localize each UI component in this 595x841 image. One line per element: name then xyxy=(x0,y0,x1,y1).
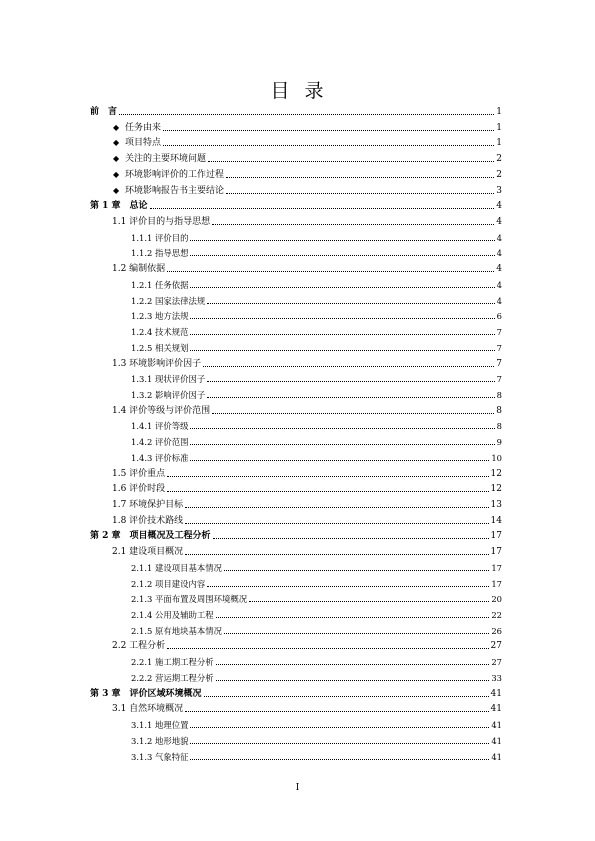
diamond-bullet-icon: ◆ xyxy=(113,122,120,132)
toc-entry-page: 12 xyxy=(490,468,502,479)
toc-entry-page: 4 xyxy=(496,279,502,290)
toc-entry[interactable] xyxy=(90,685,502,699)
toc-entry-page: 17 xyxy=(490,531,502,542)
toc-entry-page: 4 xyxy=(496,295,502,306)
toc-entry-title: 1.6 评价时段 xyxy=(112,484,166,495)
toc-entry[interactable] xyxy=(112,496,502,510)
toc-entry-title: 2.1.4 公用及辅助工程 xyxy=(131,610,214,621)
dot-leader xyxy=(190,742,489,744)
toc-entry-title: 任务由来 xyxy=(125,122,162,133)
toc-entry-page: 1 xyxy=(496,107,502,117)
toc-entry-title: 1.2.4 技术规范 xyxy=(131,327,189,338)
toc-entry-title: 前 言 xyxy=(90,107,118,117)
toc-entry[interactable] xyxy=(113,182,502,196)
toc-entry[interactable] xyxy=(112,512,502,526)
toc-entry-title: 环境影响评价的工作过程 xyxy=(125,169,225,180)
dot-leader xyxy=(226,176,494,178)
dot-leader xyxy=(207,585,489,587)
dot-leader xyxy=(249,600,489,602)
toc-entry-title: 1.3 环境影响评价因子 xyxy=(112,358,202,369)
dot-leader xyxy=(190,427,494,429)
dot-leader xyxy=(212,412,494,414)
toc-entry-page: 7 xyxy=(496,358,502,369)
dot-leader xyxy=(167,490,488,492)
toc-entry[interactable] xyxy=(112,700,502,714)
toc-entry[interactable] xyxy=(113,119,502,133)
toc-entry-title: 关注的主要环境问题 xyxy=(125,154,207,165)
toc-entry[interactable] xyxy=(131,449,502,463)
toc-entry[interactable] xyxy=(112,480,502,494)
toc-entry-page: 17 xyxy=(490,547,502,558)
toc-entry[interactable] xyxy=(131,276,502,290)
dot-leader xyxy=(208,160,494,162)
toc-entry[interactable] xyxy=(90,197,502,211)
dot-leader xyxy=(150,207,495,209)
toc-entry[interactable] xyxy=(131,622,502,636)
toc-entry-title: 1.4 评价等级与评价范围 xyxy=(112,405,211,416)
toc-entry[interactable] xyxy=(131,370,502,384)
toc-entry-title: 1.2 编制依据 xyxy=(112,264,166,275)
toc-entry-page: 17 xyxy=(491,578,502,589)
toc-entry[interactable] xyxy=(113,166,502,180)
toc-entry[interactable] xyxy=(112,637,502,651)
toc-entry-title: 环境影响报告书主要结论 xyxy=(125,185,225,196)
toc-entry[interactable] xyxy=(112,465,502,479)
toc-entry-title: 1.4.1 评价等级 xyxy=(131,421,189,432)
toc-entry-title: 1.2.5 相关规划 xyxy=(131,342,189,353)
toc-entry[interactable] xyxy=(90,103,502,117)
toc-entry-page: 8 xyxy=(496,389,502,400)
dot-leader xyxy=(185,522,488,524)
toc-entry-page: 7 xyxy=(496,327,502,338)
toc-entry-title: 1.1 评价目的与指导思想 xyxy=(112,217,211,228)
toc-entry[interactable] xyxy=(131,590,502,604)
toc-entry-page: 1 xyxy=(496,122,502,133)
toc-entry-title: 3.1 自然环境概况 xyxy=(112,704,184,715)
toc-entry-title: 第 3 章 评价区域环境概况 xyxy=(90,688,202,699)
dot-leader xyxy=(190,459,489,461)
toc-entry-page: 3 xyxy=(496,185,502,196)
toc-entry-title: 2.1 建设项目概况 xyxy=(112,547,184,558)
toc-entry-page: 7 xyxy=(496,342,502,353)
toc-entry-title: 2.1.3 平面布置及周围环境概况 xyxy=(131,594,248,605)
toc-entry[interactable] xyxy=(131,229,502,243)
toc-entry-title: 2.2.1 施工期工程分析 xyxy=(131,657,214,668)
dot-leader xyxy=(204,695,489,697)
dot-leader xyxy=(185,553,488,555)
toc-entry-title: 1.7 环境保护目标 xyxy=(112,500,184,510)
diamond-bullet-icon: ◆ xyxy=(113,138,120,148)
footer-page-number: I xyxy=(295,783,300,793)
toc-entry-page: 8 xyxy=(496,405,502,416)
toc-entry[interactable] xyxy=(112,355,502,369)
toc-entry[interactable] xyxy=(90,527,502,541)
toc-entry[interactable] xyxy=(113,134,502,148)
toc-entry[interactable] xyxy=(112,260,502,274)
toc-entry-title: 3.1.3 气象特征 xyxy=(131,751,189,762)
toc-entry[interactable] xyxy=(131,575,502,589)
toc-entry[interactable] xyxy=(113,150,502,164)
toc-entry-page: 1 xyxy=(496,138,502,149)
toc-entry[interactable] xyxy=(112,543,502,557)
toc-entry[interactable] xyxy=(131,386,502,400)
toc-entry[interactable] xyxy=(131,559,502,573)
dot-leader xyxy=(190,443,494,445)
toc-entry-page: 22 xyxy=(491,610,502,621)
toc-entry-page: 4 xyxy=(496,264,502,275)
title-char-2: 录 xyxy=(304,80,325,102)
toc-entry-page: 4 xyxy=(496,201,502,212)
toc-entry-page: 41 xyxy=(490,688,502,699)
dot-leader xyxy=(224,632,489,634)
dot-leader xyxy=(226,192,494,194)
toc-entry-page: 41 xyxy=(490,704,502,715)
toc-entry-title: 1.8 评价技术路线 xyxy=(112,515,184,526)
toc-entry-page: 2 xyxy=(496,169,502,180)
toc-entry-title: 1.3.1 现状评价因子 xyxy=(131,374,206,385)
dot-leader xyxy=(207,380,494,382)
dot-leader xyxy=(185,710,488,712)
dot-leader xyxy=(163,144,494,146)
toc-entry-page: 4 xyxy=(496,217,502,228)
toc-entry[interactable] xyxy=(131,732,502,746)
dot-leader xyxy=(190,254,494,256)
dot-leader xyxy=(190,286,494,288)
toc-entry-title: 3.1.1 地理位置 xyxy=(131,720,189,731)
toc-entry-page: 4 xyxy=(496,232,502,243)
dot-leader xyxy=(190,333,494,335)
dot-leader xyxy=(167,647,488,649)
toc-entry[interactable] xyxy=(131,669,502,683)
toc-entry-title: 3.1.2 地形地貌 xyxy=(131,735,189,746)
dot-leader xyxy=(163,129,494,131)
dot-leader xyxy=(216,616,490,618)
toc-entry-page: 13 xyxy=(490,500,502,510)
toc-entry-title: 2.1.2 项目建设内容 xyxy=(131,578,206,589)
toc-entry-page: 4 xyxy=(496,248,502,259)
toc-entry-page: 2 xyxy=(496,154,502,165)
toc-entry-page: 17 xyxy=(491,562,502,573)
diamond-bullet-icon: ◆ xyxy=(113,185,120,195)
toc-entry[interactable] xyxy=(131,339,502,353)
toc-entry-title: 2.1.1 建设项目基本情况 xyxy=(131,562,222,573)
toc-entry[interactable] xyxy=(131,748,502,762)
toc-entry-title: 第 1 章 总论 xyxy=(90,201,148,212)
toc-entry-page: 9 xyxy=(496,437,502,448)
dot-leader xyxy=(213,537,489,539)
toc-entry-page: 8 xyxy=(496,421,502,432)
page-title xyxy=(0,76,595,103)
toc-entry-title: 1.2.3 地方法规 xyxy=(131,311,189,322)
toc-entry-title: 1.4.3 评价标准 xyxy=(131,452,189,463)
dot-leader xyxy=(190,239,494,241)
diamond-bullet-icon: ◆ xyxy=(113,154,120,164)
toc-entry[interactable] xyxy=(112,213,502,227)
dot-leader xyxy=(203,365,494,367)
toc-entry-page: 33 xyxy=(491,672,502,683)
dot-leader xyxy=(119,113,494,115)
dot-leader xyxy=(167,270,494,272)
toc-entry-title: 1.2.1 任务依据 xyxy=(131,279,189,290)
dot-leader xyxy=(190,317,494,319)
toc-entry-page: 41 xyxy=(491,751,502,762)
toc-entry-page: 41 xyxy=(491,735,502,746)
toc-entry-title: 2.2 工程分析 xyxy=(112,641,166,652)
toc-entry[interactable] xyxy=(131,606,502,620)
toc-entry-title: 1.1.1 评价目的 xyxy=(131,232,189,243)
dot-leader xyxy=(167,475,488,477)
toc-entry-page: 27 xyxy=(491,657,502,668)
toc-entry[interactable] xyxy=(131,307,502,321)
toc-entry[interactable] xyxy=(131,292,502,306)
toc-entry-page: 7 xyxy=(496,374,502,385)
dot-leader xyxy=(224,569,489,571)
toc-entry-title: 1.3.2 影响评价因子 xyxy=(131,389,206,400)
toc-entry-title: 第 2 章 项目概况及工程分析 xyxy=(90,531,211,542)
toc-entry-page: 27 xyxy=(490,641,502,652)
toc-entry[interactable] xyxy=(131,323,502,337)
toc-entry[interactable] xyxy=(131,417,502,431)
dot-leader xyxy=(207,302,494,304)
toc-entry[interactable] xyxy=(131,244,502,258)
toc-entry-title: 2.2.2 营运期工程分析 xyxy=(131,672,214,683)
dot-leader xyxy=(216,679,490,681)
diamond-bullet-icon: ◆ xyxy=(113,169,120,179)
toc-entry-page: 6 xyxy=(496,311,502,322)
dot-leader xyxy=(190,349,494,351)
dot-leader xyxy=(207,396,494,398)
toc-entry-page: 14 xyxy=(490,515,502,526)
toc-entry-page: 26 xyxy=(491,625,502,636)
toc-entry[interactable] xyxy=(131,433,502,447)
toc-entry[interactable] xyxy=(131,653,502,667)
dot-leader xyxy=(190,726,489,728)
toc-entry[interactable] xyxy=(131,716,502,730)
dot-leader xyxy=(216,663,490,665)
toc-entry-title: 1.2.2 国家法律法规 xyxy=(131,295,206,306)
dot-leader xyxy=(190,758,489,760)
toc-entry-title: 1.5 评价重点 xyxy=(112,468,166,479)
dot-leader xyxy=(212,223,494,225)
toc-entry-page: 41 xyxy=(491,720,502,731)
toc-entry-page: 20 xyxy=(491,594,502,605)
toc-entry-page: 10 xyxy=(491,452,502,463)
toc-entry[interactable] xyxy=(112,402,502,416)
toc-entry-title: 2.1.5 原有地块基本情况 xyxy=(131,625,222,636)
toc-entry-page: 12 xyxy=(490,484,502,495)
toc-entry-title: 1.1.2 指导思想 xyxy=(131,248,189,259)
title-char-1: 目 xyxy=(270,80,291,102)
toc-entry-title: 项目特点 xyxy=(125,138,162,149)
dot-leader xyxy=(185,506,488,508)
toc-entry-title: 1.4.2 评价范围 xyxy=(131,437,189,448)
